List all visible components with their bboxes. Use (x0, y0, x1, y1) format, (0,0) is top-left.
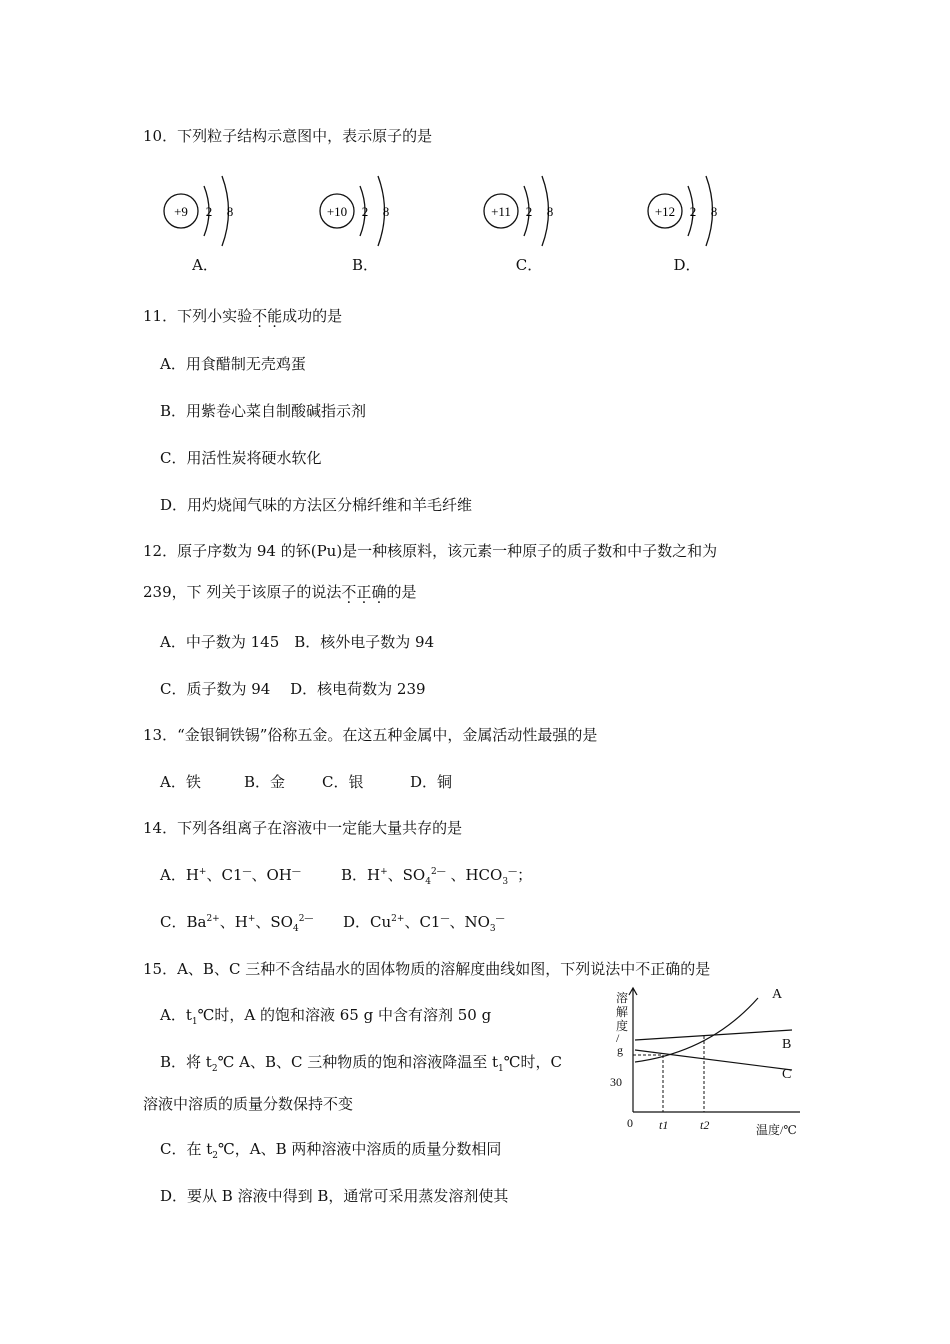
y-tick-label: 30 (610, 1075, 622, 1089)
svg-text:8: 8 (546, 204, 554, 219)
atom-diagram-d (646, 170, 736, 274)
atom-diagram-a (162, 170, 252, 274)
q15-option-b-continued: 溶液中溶质的质量分数保持不变 (143, 1095, 354, 1113)
q11-option-b: B．用紫卷心菜自制酸碱指示剂 (160, 402, 367, 420)
ylabel-char-1: 溶 (616, 991, 629, 1005)
svg-text:8: 8 (226, 204, 234, 219)
q15-option-d: D．要从 B 溶液中得到 B，通常可采用蒸发溶剂使其 (160, 1187, 509, 1205)
ylabel-char-5: g (617, 1043, 623, 1057)
q11-option-a: A．用食醋制无壳鸡蛋 (160, 355, 306, 373)
q15-option-c: C．在 $t_2℃$，A、B 两种溶液中溶质的质量分数相同 (160, 1140, 502, 1161)
q14-stem: 14．下列各组离子在溶液中一定能大量共存的是 (143, 819, 463, 837)
q14-option-d: D．$Cu^{2+}$、C1—、$NO_3^—$ (343, 913, 505, 934)
q15-option-a: A．$t_1℃$时，A 的饱和溶液 65 g 中含有溶剂 50 g (160, 1006, 492, 1027)
atom-label-d: D． (673, 256, 701, 274)
atom-label-c: C． (515, 256, 543, 274)
q14-option-a: A．H+、C1—、OH— (160, 866, 301, 884)
line-c (635, 1050, 792, 1070)
q11-option-c: C．用活性炭将硬水软化 (160, 449, 322, 467)
svg-text:2: 2 (525, 204, 533, 219)
svg-text:2: 2 (205, 204, 213, 219)
atom-nucleus: +9 (174, 204, 188, 219)
atom-diagram-b (318, 170, 408, 274)
q12-options-ab: A．中子数为 145 B．核外电子数为 94 (160, 633, 435, 651)
series-label-c: C (782, 1067, 792, 1082)
series-label-a: A (772, 987, 783, 1002)
atom-nucleus: +12 (654, 204, 676, 219)
origin-label: 0 (627, 1116, 633, 1130)
q13-option-d: D．铜 (410, 773, 453, 791)
svg-text:8: 8 (382, 204, 390, 219)
svg-text:2: 2 (361, 204, 369, 219)
q12-stem-line2: 239，下 列关于该原子的说法不正确的是 (143, 583, 417, 601)
ylabel-char-3: 度 (616, 1019, 629, 1033)
atom-diagram-c (482, 170, 572, 274)
ylabel-char-4: / (616, 1031, 620, 1045)
line-b (635, 1030, 792, 1040)
svg-text:2: 2 (689, 204, 697, 219)
atom-nucleus: +11 (491, 204, 511, 219)
q12-options-cd: C．质子数为 94 D．核电荷数为 239 (160, 680, 426, 698)
x-tick-t2: t2 (700, 1118, 710, 1132)
atom-label-b: B． (351, 256, 379, 274)
atom-label-a: A． (192, 256, 218, 274)
q10-stem: 10．下列粒子结构示意图中，表示原子的是 (143, 127, 433, 145)
q14-option-b: B．H+、$SO_4^{2—}$ 、$HCO_3^—$； (341, 866, 533, 887)
series-label-b: B (782, 1037, 792, 1052)
ylabel-char-2: 解 (616, 1005, 629, 1019)
x-axis-label: 温度/℃ (756, 1123, 797, 1137)
solubility-chart (600, 982, 815, 1142)
x-tick-t1: t1 (659, 1118, 669, 1132)
q15-option-b: B．将 $t_2℃$ A、B、C 三种物质的饱和溶液降温至 $t_1℃$时，C (160, 1053, 563, 1074)
q11-option-d: D．用灼烧闻气味的方法区分棉纤维和羊毛纤维 (160, 496, 473, 514)
q12-stem-line1: 12．原子序数为 94 的钚(Pu)是一种核原料，该元素一种原子的质子数和中子数之和为 (143, 542, 718, 560)
q13-option-a: A．铁 (160, 773, 201, 791)
q15-stem: 15．A、B、C 三种不含结晶水的固体物质的溶解度曲线如图，下列说法中不正确的是 (143, 960, 711, 978)
svg-text:8: 8 (710, 204, 718, 219)
q13-option-b: B．金 (244, 773, 286, 791)
q14-option-c: C．$Ba^{2+}$、H+、$SO_4^{2—}$ (160, 913, 314, 934)
q11-stem: 11．下列小实验不能成功的是 (143, 307, 343, 325)
q13-option-c: C．银 (322, 773, 364, 791)
atom-nucleus: +10 (326, 204, 348, 219)
q13-stem: 13．“金银铜铁锡”俗称五金。在这五种金属中，金属活动性最强的是 (143, 726, 598, 744)
